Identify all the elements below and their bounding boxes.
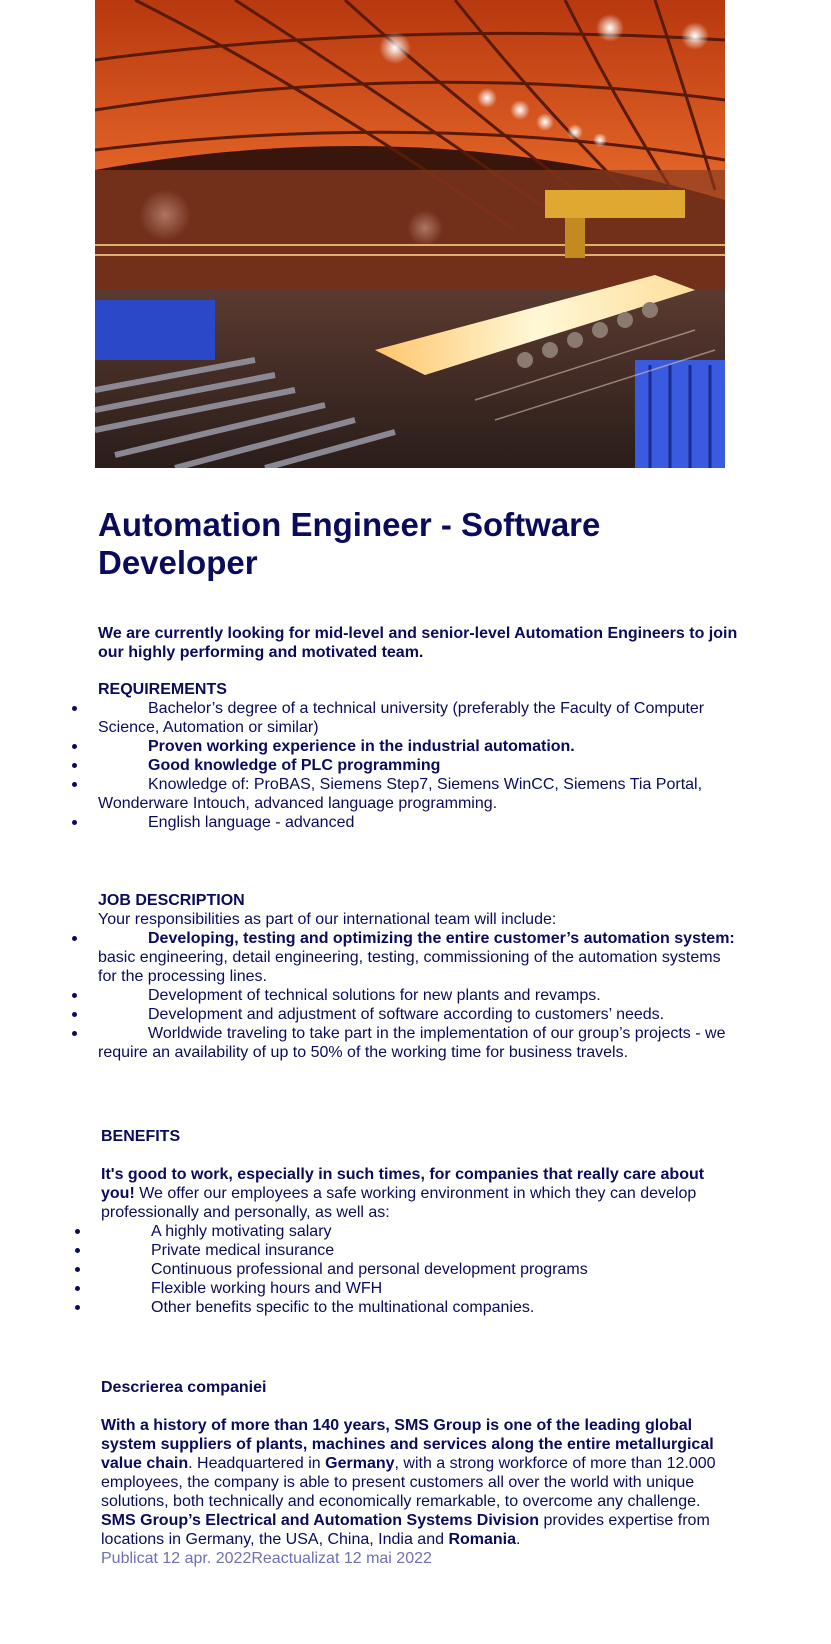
bullet-icon — [72, 763, 77, 768]
requirements-section — [98, 680, 738, 832]
list-item: Good knowledge of PLC programming — [98, 756, 738, 775]
job-description-section — [98, 891, 738, 1062]
job-title: Automation Engineer - Software Developer — [98, 506, 601, 581]
bullet-icon — [72, 936, 77, 941]
job-description-heading: JOB DESCRIPTION — [98, 892, 245, 909]
list-item: Other benefits specific to the multinational companies. — [101, 1298, 741, 1317]
company-heading: Descrierea companiei — [101, 1379, 267, 1396]
job-lead: Your responsibilities as part of our international team will include: — [98, 911, 557, 928]
benefits-section — [101, 1127, 741, 1317]
bullet-icon — [72, 782, 77, 787]
list-item: Developing, testing and optimizing the entire customer’s automation system: basic engineering, detail engineering, testing, commissioning of the automation systems for the processing lines. — [98, 929, 738, 986]
list-item: Knowledge of: ProBAS, Siemens Step7, Siemens WinCC, Siemens Tia Portal, Wonderware Intouch, advanced language programming. — [98, 775, 738, 813]
bullet-icon — [75, 1286, 80, 1291]
company-paragraph-1: With a history of more than 140 years, SMS Group is one of the leading global system suppliers of plants, machines and services along the entire metallurgical value chain. Headquartered in Germany, with a strong workforce of more than 12.000 employees, the company is able to present customers all over the world with unique solutions, both technically and economically remarkable, to overcome any challenge. — [101, 1417, 716, 1510]
job-list — [98, 929, 738, 1062]
bullet-icon — [72, 993, 77, 998]
list-item: Development of technical solutions for new plants and revamps. — [98, 986, 738, 1005]
steel-mill-illustration — [95, 0, 725, 468]
benefits-list — [101, 1222, 741, 1317]
list-item: English language - advanced — [98, 813, 738, 832]
requirements-heading: REQUIREMENTS — [98, 681, 227, 698]
publish-dates — [101, 1549, 741, 1568]
list-item: A highly motivating salary — [101, 1222, 741, 1241]
bullet-icon — [75, 1229, 80, 1234]
benefits-heading: BENEFITS — [101, 1128, 181, 1145]
list-item: Flexible working hours and WFH — [101, 1279, 741, 1298]
hero-image — [95, 0, 725, 468]
benefits-lead: It's good to work, especially in such times, for companies that really care about you! We offer our employees a safe working environment in which they can develop professionally and personally, as well as: — [101, 1166, 705, 1221]
bullet-icon — [75, 1305, 80, 1310]
list-item: Worldwide traveling to take part in the implementation of our group’s projects - we require an availability of up to 50% of the working time for business travels. — [98, 1024, 738, 1062]
bullet-icon — [72, 820, 77, 825]
company-section — [101, 1378, 741, 1568]
bullet-icon — [72, 1031, 77, 1036]
bullet-icon — [75, 1267, 80, 1272]
published-date: Publicat 12 apr. 2022 — [101, 1550, 252, 1567]
bullet-icon — [72, 1012, 77, 1017]
bullet-icon — [75, 1248, 80, 1253]
list-item: Development and adjustment of software according to customers’ needs. — [98, 1005, 738, 1024]
intro-text: We are currently looking for mid-level and senior-level Automation Engineers to join our highly performing and motivated team. — [98, 625, 738, 661]
list-item: Proven working experience in the industrial automation. — [98, 737, 738, 756]
list-item: Continuous professional and personal development programs — [101, 1260, 741, 1279]
company-paragraph-2: SMS Group’s Electrical and Automation Systems Division provides expertise from locations in Germany, the USA, China, India and Romania. — [101, 1512, 710, 1548]
list-item: Bachelor’s degree of a technical university (preferably the Faculty of Computer Science, Automation or similar) — [98, 699, 738, 737]
bullet-icon — [72, 706, 77, 711]
updated-date: Reactualizat 12 mai 2022 — [251, 1550, 432, 1567]
requirements-list — [98, 699, 738, 832]
list-item: Private medical insurance — [101, 1241, 741, 1260]
bullet-icon — [72, 744, 77, 749]
